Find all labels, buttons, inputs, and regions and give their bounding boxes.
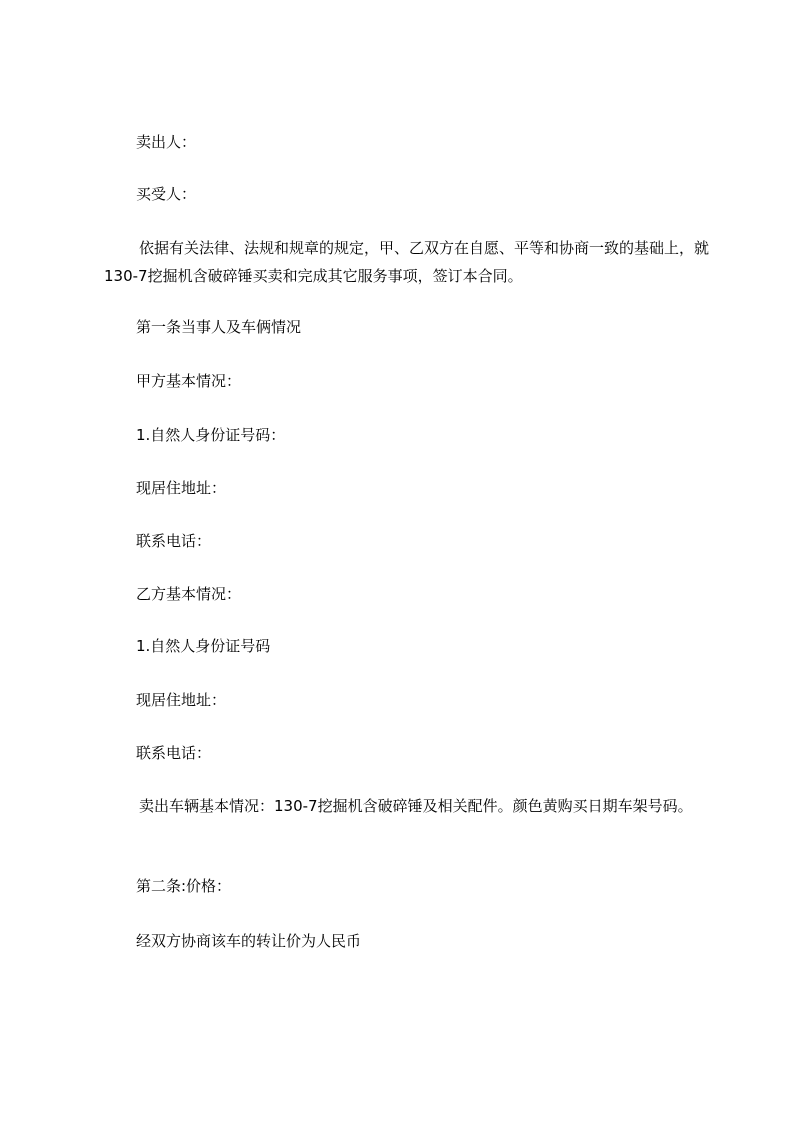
party-b-id-number: 1.自然人身份证号码	[136, 637, 271, 655]
party-a-address: 现居住地址：	[136, 479, 227, 497]
seller-label: 卖出人：	[136, 133, 197, 151]
price-clause: 经双方协商该车的转让价为人民币	[136, 932, 362, 950]
party-b-heading: 乙方基本情况：	[136, 585, 242, 603]
party-a-heading: 甲方基本情况：	[136, 372, 242, 390]
vehicle-description: 卖出车辆基本情况：130-7挖掘机含破碎锤及相关配件。颜色黄购买日期车架号码。	[139, 797, 693, 815]
contract-preamble: 依据有关法律、法规和规章的规定，甲、乙双方在自愿、平等和协商一致的基础上，就130-7挖掘机含破碎锤买卖和完成其它服务事项，签订本合同。	[104, 239, 710, 285]
party-b-address: 现居住地址：	[136, 691, 227, 709]
party-a-id-number: 1.自然人身份证号码：	[136, 426, 286, 444]
article-one-heading: 第一条当事人及车俩情况	[136, 318, 302, 336]
buyer-label: 买受人：	[136, 185, 197, 203]
party-a-phone: 联系电话：	[136, 532, 212, 550]
article-two-heading: 第二条:价格：	[136, 877, 232, 895]
party-b-phone: 联系电话：	[136, 744, 212, 762]
